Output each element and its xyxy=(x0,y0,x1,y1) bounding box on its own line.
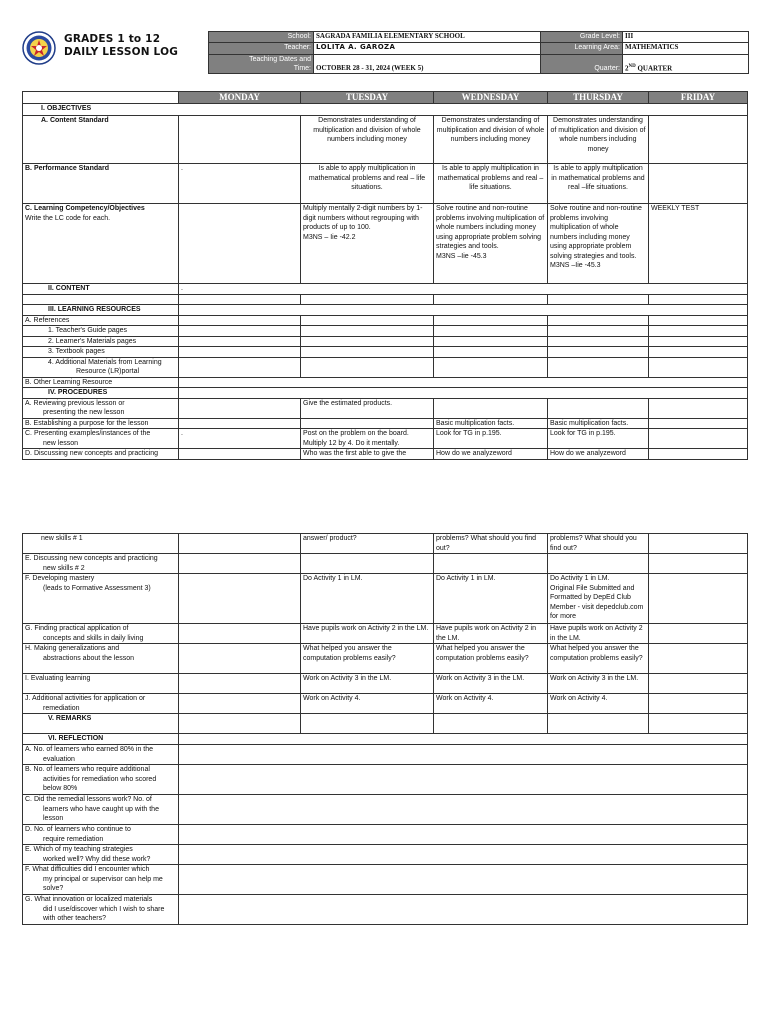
quarter-suffix: ND xyxy=(628,63,636,69)
procedure-a-row xyxy=(23,398,748,418)
procedure-a-line-2: presenting the new lesson xyxy=(43,409,125,416)
procedure-c-tue: Post on the problem on the board. Multiply 12 by 4. Do it mentally. xyxy=(301,429,434,449)
learning-competency-tue: Multiply mentally 2-digit numbers by 1-digit numbers without regrouping with products of up to 100. M3NS – Iie -42.2 xyxy=(301,204,434,284)
reflection-b-row xyxy=(23,765,748,795)
blank-cell xyxy=(179,418,301,429)
blank-cell xyxy=(179,336,301,347)
blank-cell xyxy=(301,554,434,574)
blank-cell xyxy=(649,624,748,644)
procedure-b-label: B. Establishing a purpose for the lesson xyxy=(23,418,179,429)
procedure-c-row xyxy=(23,429,748,449)
day-header-row xyxy=(23,92,748,104)
procedure-b-row xyxy=(23,418,748,429)
reflection-e-label xyxy=(23,845,179,865)
reflection-d-line-2: require remediation xyxy=(43,835,104,843)
procedure-f-label xyxy=(23,574,179,624)
blank-cell xyxy=(301,315,434,326)
remarks-heading: V. REMARKS xyxy=(23,714,179,734)
reflection-e-line-2: worked well? Why did these work? xyxy=(43,855,151,863)
blank-cell xyxy=(179,624,301,644)
blank-cell xyxy=(179,734,748,745)
content-standard-mon xyxy=(179,116,301,164)
teacher-value: LOLITA A. GAROZA xyxy=(314,43,541,55)
reflection-f-row xyxy=(23,865,748,895)
reflection-f-line-2: my principal or supervisor can help me xyxy=(43,875,163,883)
blank-cell xyxy=(548,347,649,358)
quarter-value xyxy=(623,55,749,74)
blank-cell xyxy=(179,295,301,305)
procedure-g-label xyxy=(23,624,179,644)
blank-cell xyxy=(179,644,301,674)
teachers-guide-label: 1. Teacher's Guide pages xyxy=(23,326,179,337)
blank-cell xyxy=(301,714,434,734)
content-value: . xyxy=(179,284,748,295)
additional-materials-row xyxy=(23,357,748,377)
blank-cell xyxy=(548,714,649,734)
blank-cell xyxy=(649,694,748,714)
blank-cell xyxy=(179,574,301,624)
blank-cell xyxy=(649,429,748,449)
additional-materials-line-1: 4. Additional Materials from Learning xyxy=(48,358,162,366)
reflection-c-line-1: C. Did the remedial lessons work? No. of xyxy=(25,796,152,803)
procedure-d-row xyxy=(23,449,748,460)
learning-competency-mon xyxy=(179,204,301,284)
content-heading: II. CONTENT xyxy=(23,284,179,295)
reflection-e-line-1: E. Which of my teaching strategies xyxy=(25,846,133,853)
procedure-e-row xyxy=(23,554,748,574)
reflection-c-row xyxy=(23,795,748,825)
content-standard-tue: Demonstrates understanding of multiplication and division of whole numbers including money xyxy=(301,116,434,164)
reflection-e-row xyxy=(23,845,748,865)
procedure-g-line-2: concepts and skills in daily living xyxy=(43,634,144,642)
procedure-d-label: D. Discussing new concepts and practicing xyxy=(23,449,179,460)
procedure-c-label xyxy=(23,429,179,449)
objectives-heading: I. OBJECTIVES xyxy=(23,104,748,116)
content-row xyxy=(23,284,748,295)
info-table xyxy=(208,31,749,74)
blank-cell xyxy=(548,326,649,337)
blank-cell xyxy=(548,336,649,347)
blank-cell xyxy=(434,315,548,326)
learning-competency-thu: Solve routine and non-routine problems involving multiplication of whole numbers including money using appropriate problem solving strategies and tools. M3NS –Iie -45.3 xyxy=(548,204,649,284)
other-resources-label: B. Other Learning Resource xyxy=(23,377,179,388)
blank-cell xyxy=(548,295,649,305)
performance-standard-wed: Is able to apply multiplication in mathematical problems and real –life situations. xyxy=(434,164,548,204)
content-standard-thu: Demonstrates understanding of multiplication and division of whole numbers including money xyxy=(548,116,649,164)
reflection-f-label xyxy=(23,865,179,895)
reflection-a-row xyxy=(23,745,748,765)
blank-cell xyxy=(179,825,748,845)
reflection-g-line-2: did I use/discover which I wish to share xyxy=(43,905,165,913)
procedure-i-wed: Work on Activity 3 in the LM. xyxy=(434,674,548,694)
day-tuesday: TUESDAY xyxy=(301,92,434,104)
reflection-b-label xyxy=(23,765,179,795)
reflection-row xyxy=(23,734,748,745)
blank-cell xyxy=(301,357,434,377)
dll-header xyxy=(22,31,747,73)
learning-competency-note: Write the LC code for each. xyxy=(25,214,111,222)
procedure-d-cont-tue: answer/ product? xyxy=(301,534,434,554)
blank-cell xyxy=(179,377,748,388)
procedure-h-line-1: H. Making generalizations and xyxy=(25,645,120,652)
blank-cell xyxy=(649,574,748,624)
reflection-a-line-2: evaluation xyxy=(43,755,75,763)
procedure-h-thu: What helped you answer the computation problems easily? xyxy=(548,644,649,674)
blank-cell xyxy=(434,347,548,358)
procedure-g-thu: Have pupils work on Activity 2 in the LM. xyxy=(548,624,649,644)
learning-resources-row xyxy=(23,305,748,316)
reflection-g-line-3: with other teachers? xyxy=(43,915,107,922)
procedure-f-row xyxy=(23,574,748,624)
quarter-label: Quarter: xyxy=(541,55,623,74)
reflection-b-line-3: below 80% xyxy=(43,785,78,792)
lesson-log-table-page-1 xyxy=(22,91,748,460)
dates-label xyxy=(209,55,314,74)
content-standard-wed: Demonstrates understanding of multiplication and division of whole numbers including money xyxy=(434,116,548,164)
teacher-label: Teacher: xyxy=(209,43,314,55)
procedure-g-wed: Have pupils work on Activity 2 in the LM. xyxy=(434,624,548,644)
procedure-d-cont-label: new skills # 1 xyxy=(23,534,179,554)
blank-cell xyxy=(649,295,748,305)
procedure-b-wed: Basic multiplication facts. xyxy=(434,418,548,429)
blank-cell xyxy=(179,674,301,694)
procedure-e-line-1: E. Discussing new concepts and practicing xyxy=(25,555,158,562)
performance-standard-row xyxy=(23,164,748,204)
reflection-a-label xyxy=(23,745,179,765)
procedure-f-wed: Do Activity 1 in LM. xyxy=(434,574,548,624)
procedure-j-row xyxy=(23,694,748,714)
procedure-j-wed: Work on Activity 4. xyxy=(434,694,548,714)
procedure-c-wed: Look for TG in p.195. xyxy=(434,429,548,449)
blank-cell xyxy=(649,714,748,734)
reflection-heading: VI. REFLECTION xyxy=(23,734,179,745)
learners-materials-row xyxy=(23,336,748,347)
reflection-g-row xyxy=(23,895,748,925)
procedure-c-mon: . xyxy=(179,429,301,449)
procedure-c-line-2: new lesson xyxy=(43,439,79,447)
content-standard-fri xyxy=(649,116,748,164)
day-friday: FRIDAY xyxy=(649,92,748,104)
learning-competency-fri: WEEKLY TEST xyxy=(649,204,748,284)
dates-label-1: Teaching Dates and xyxy=(249,56,311,63)
procedure-h-row xyxy=(23,644,748,674)
procedure-h-label xyxy=(23,644,179,674)
procedure-j-tue: Work on Activity 4. xyxy=(301,694,434,714)
procedure-b-thu: Basic multiplication facts. xyxy=(548,418,649,429)
procedure-f-thu: Do Activity 1 in LM. Original File Submitted and Formatted by DepEd Club Member - visit depedclub.com for more xyxy=(548,574,649,624)
reflection-d-row xyxy=(23,825,748,845)
blank-cell xyxy=(179,795,748,825)
learners-materials-label: 2. Learner's Materials pages xyxy=(23,336,179,347)
procedure-i-row xyxy=(23,674,748,694)
blank-cell xyxy=(649,326,748,337)
blank-cell xyxy=(179,398,301,418)
procedure-g-row xyxy=(23,624,748,644)
blank-cell xyxy=(434,554,548,574)
procedure-d-cont-row xyxy=(23,534,748,554)
title-line-2: DAILY LESSON LOG xyxy=(64,46,179,58)
blank-cell xyxy=(649,398,748,418)
reflection-g-label xyxy=(23,895,179,925)
blank-cell xyxy=(434,336,548,347)
blank-cell xyxy=(179,554,301,574)
learning-competency-row xyxy=(23,204,748,284)
procedure-a-label xyxy=(23,398,179,418)
procedure-e-line-2: new skills # 2 xyxy=(43,564,85,572)
grade-value: III xyxy=(623,32,749,43)
blank-cell xyxy=(649,347,748,358)
procedure-h-line-2: abstractions about the lesson xyxy=(43,654,135,662)
title-line-1: GRADES 1 to 12 xyxy=(64,33,161,45)
blank-cell xyxy=(434,357,548,377)
blank-cell xyxy=(434,398,548,418)
blank-cell xyxy=(179,305,748,316)
quarter-number: 2 xyxy=(625,64,629,72)
blank-cell xyxy=(179,357,301,377)
reflection-b-line-2: activities for remediation who scored xyxy=(43,775,157,783)
blank-cell xyxy=(649,418,748,429)
learning-competency-wed: Solve routine and non-routine problems involving multiplication of whole numbers including money using appropriate problem solving strategies and tools. M3NS –Iie -45.3 xyxy=(434,204,548,284)
reflection-c-label xyxy=(23,795,179,825)
quarter-word: QUARTER xyxy=(635,64,673,72)
blank-cell xyxy=(649,644,748,674)
procedure-c-line-1: C. Presenting examples/instances of the xyxy=(25,430,151,437)
learning-competency-label xyxy=(23,204,179,284)
deped-seal-icon xyxy=(22,31,56,65)
reflection-c-line-3: lesson xyxy=(43,815,64,822)
blank-cell xyxy=(649,357,748,377)
blank-cell xyxy=(179,694,301,714)
procedure-d-thu: How do we analyzeword xyxy=(548,449,649,460)
reflection-f-line-1: F. What difficulties did I encounter which xyxy=(25,866,150,873)
procedure-j-label xyxy=(23,694,179,714)
procedure-g-line-1: G. Finding practical application of xyxy=(25,625,129,632)
area-label: Learning Area: xyxy=(541,43,623,55)
blank-cell xyxy=(548,315,649,326)
blank-cell xyxy=(179,326,301,337)
procedure-c-thu: Look for TG in p.195. xyxy=(548,429,649,449)
additional-materials-line-2: Resource (LR)portal xyxy=(76,368,140,375)
procedure-i-tue: Work on Activity 3 in the LM. xyxy=(301,674,434,694)
lesson-log-table-page-2 xyxy=(22,533,748,925)
performance-standard-tue: Is able to apply multiplication in mathematical problems and real – life situations. xyxy=(301,164,434,204)
references-row xyxy=(23,315,748,326)
blank-cell xyxy=(301,336,434,347)
procedure-h-wed: What helped you answer the computation problems easily? xyxy=(434,644,548,674)
reflection-f-line-3: solve? xyxy=(43,885,64,892)
performance-standard-label: B. Performance Standard xyxy=(23,164,179,204)
blank-cell xyxy=(434,326,548,337)
reflection-d-label xyxy=(23,825,179,845)
blank-cell xyxy=(179,865,748,895)
procedure-f-tue: Do Activity 1 in LM. xyxy=(301,574,434,624)
reflection-d-line-1: D. No. of learners who continue to xyxy=(25,826,131,833)
performance-standard-thu: Is able to apply multiplication in mathematical problems and real –life situations. xyxy=(548,164,649,204)
day-monday: MONDAY xyxy=(179,92,301,104)
objectives-row xyxy=(23,104,748,116)
remarks-row xyxy=(23,714,748,734)
day-wednesday: WEDNESDAY xyxy=(434,92,548,104)
additional-materials-label xyxy=(23,357,179,377)
day-thursday: THURSDAY xyxy=(548,92,649,104)
content-blank-row xyxy=(23,295,748,305)
performance-standard-fri xyxy=(649,164,748,204)
procedure-d-tue: Who was the first able to give the xyxy=(301,449,434,460)
blank-cell xyxy=(301,347,434,358)
blank-cell xyxy=(649,336,748,347)
school-value: SAGRADA FAMILIA ELEMENTARY SCHOOL xyxy=(314,32,541,43)
procedure-f-line-1: F. Developing mastery xyxy=(25,575,95,582)
procedure-i-thu: Work on Activity 3 in the LM. xyxy=(548,674,649,694)
teachers-guide-row xyxy=(23,326,748,337)
reflection-c-line-2: learners who have caught up with the xyxy=(43,805,159,813)
learning-resources-heading: III. LEARNING RESOURCES xyxy=(23,305,179,316)
procedures-heading: IV. PROCEDURES xyxy=(23,388,179,399)
procedure-d-cont-thu: problems? What should you find out? xyxy=(548,534,649,554)
blank-cell xyxy=(179,765,748,795)
performance-standard-mon: . xyxy=(179,164,301,204)
document-title xyxy=(64,33,178,59)
textbook-label: 3. Textbook pages xyxy=(23,347,179,358)
blank-cell xyxy=(649,315,748,326)
blank-cell xyxy=(548,357,649,377)
procedure-e-label xyxy=(23,554,179,574)
blank-cell xyxy=(548,554,649,574)
procedure-j-line-1: J. Additional activities for application or xyxy=(25,695,146,702)
references-label: A. References xyxy=(23,315,179,326)
dates-value: OCTOBER 28 - 31, 2024 (WEEK 5) xyxy=(314,55,541,74)
school-label: School: xyxy=(209,32,314,43)
other-resources-row xyxy=(23,377,748,388)
blank-cell xyxy=(301,295,434,305)
reflection-a-line-1: A. No. of learners who earned 80% in the xyxy=(25,746,154,753)
area-value: MATHEMATICS xyxy=(623,43,749,55)
blank-cell xyxy=(179,449,301,460)
procedure-a-tue: Give the estimated products. xyxy=(301,398,434,418)
procedure-j-line-2: remediation xyxy=(43,704,80,712)
reflection-b-line-1: B. No. of learners who require additional xyxy=(25,766,150,773)
procedure-g-tue: Have pupils work on Activity 2 in the LM. xyxy=(301,624,434,644)
blank-cell xyxy=(179,745,748,765)
blank-cell xyxy=(548,398,649,418)
procedure-a-line-1: A. Reviewing previous lesson or xyxy=(25,399,125,407)
grade-label: Grade Level: xyxy=(541,32,623,43)
procedure-h-tue: What helped you answer the computation problems easily? xyxy=(301,644,434,674)
blank-cell xyxy=(434,295,548,305)
reflection-g-line-1: G. What innovation or localized materials xyxy=(25,896,153,903)
content-standard-label: A. Content Standard xyxy=(23,116,179,164)
day-header-blank xyxy=(23,92,179,104)
blank-cell xyxy=(434,714,548,734)
procedure-d-wed: How do we analyzeword xyxy=(434,449,548,460)
procedure-d-cont-wed: problems? What should you find out? xyxy=(434,534,548,554)
blank-cell xyxy=(179,315,301,326)
blank-cell xyxy=(649,554,748,574)
textbook-row xyxy=(23,347,748,358)
blank-cell xyxy=(23,295,179,305)
blank-cell xyxy=(649,534,748,554)
blank-cell xyxy=(179,845,748,865)
procedure-j-thu: Work on Activity 4. xyxy=(548,694,649,714)
dates-label-2: Time: xyxy=(293,65,311,72)
learning-competency-title: C. Learning Competency/Objectives xyxy=(25,205,145,212)
procedure-i-label: I. Evaluating learning xyxy=(23,674,179,694)
procedure-f-line-2: (leads to Formative Assessment 3) xyxy=(43,584,151,592)
blank-cell xyxy=(179,714,301,734)
blank-cell xyxy=(649,674,748,694)
blank-cell xyxy=(301,418,434,429)
blank-cell xyxy=(301,326,434,337)
content-standard-row xyxy=(23,116,748,164)
blank-cell xyxy=(179,534,301,554)
blank-cell xyxy=(179,895,748,925)
blank-cell xyxy=(179,347,301,358)
blank-cell xyxy=(649,449,748,460)
procedures-row xyxy=(23,388,748,399)
blank-cell xyxy=(179,388,748,399)
